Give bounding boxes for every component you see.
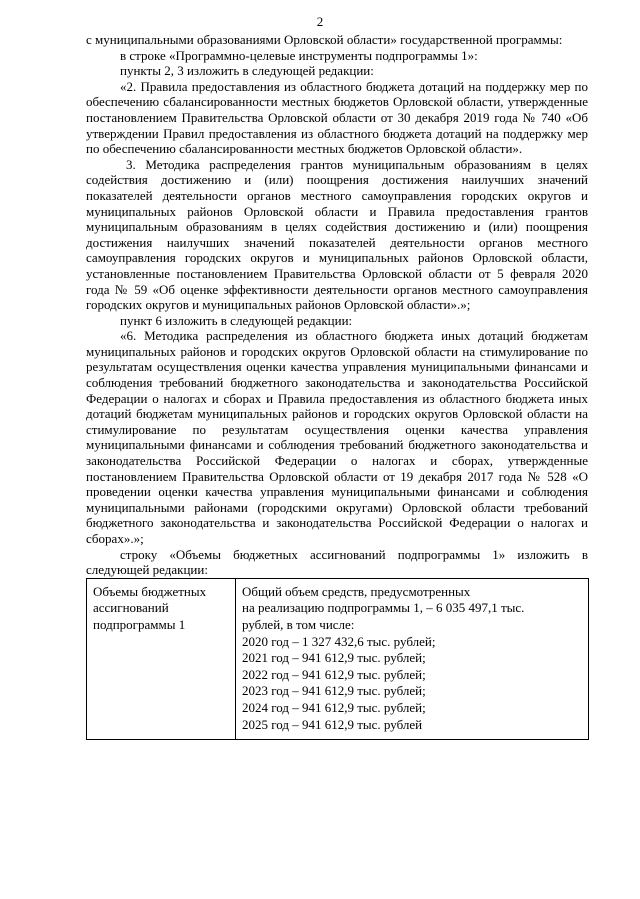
- table-line: 2025 год – 941 612,9 тыс. рублей: [242, 716, 423, 732]
- table-line: 2022 год – 941 612,9 тыс. рублей;: [242, 666, 426, 682]
- paragraph-continuation: с муниципальными образованиями Орловской области» государственной программы:: [86, 32, 563, 47]
- table-line: 2024 год – 941 612,9 тыс. рублей;: [242, 699, 426, 715]
- paragraph-row-instruction: строку «Объемы бюджетных ассигнований подпрограммы 1» изложить в следующей редакции:: [86, 546, 588, 578]
- page-number: 2: [316, 14, 324, 29]
- paragraph-instruction: пункты 2, 3 изложить в следующей редакции:: [120, 63, 374, 79]
- table-row: [87, 578, 589, 739]
- table-line: 2021 год – 941 612,9 тыс. рублей;: [242, 650, 426, 666]
- paragraph-row-reference: в строке «Программно-целевые инструменты подпрограммы 1»:: [120, 47, 478, 63]
- paragraph-item-6: «6. Методика распределения из областного бюджета иных дотаций бюджетам муниципальных районов и городских округов Орловской области на стимулирование по результатам осуществления оценки качества управления муниципальными финансами и соблюдения требований бюджетного законодательства и законодательства Российской Федерации о налогах и сборах и Правила предоставления из областного бюджета иных дотаций бюджетам муниципальных районов и городских округов Орловской области на стимулирование по результатам осуществления оценки качества управления муниципальными финансами и соблюдения требований бюджетного законодательства и законодательства Российской Федерации о налогах и сборах, утвержденные постановлением Правительства Орловской области от 19 декабря 2017 года № 528 «О проведении оценки качества управления муниципальными финансами и соблюдения муниципальными районами (городскими округами) Орловской области требований бюджетного законодательства и законодательства Российской Федерации о налогах и сборах».»;: [86, 328, 588, 546]
- allocation-table: [86, 578, 589, 740]
- paragraph-instruction-6: пункт 6 изложить в следующей редакции:: [120, 312, 353, 328]
- table-line: Общий объем средств, предусмотренных: [242, 583, 471, 599]
- table-cell-values: [236, 578, 589, 739]
- table-line: 2023 год – 941 612,9 тыс. рублей;: [242, 683, 426, 699]
- table-cell-label: Объемы бюджетных ассигнований подпрограммы 1: [87, 578, 236, 739]
- table-line: на реализацию подпрограммы 1, – 6 035 497,1 тыс.: [242, 600, 525, 616]
- paragraph-item-2: «2. Правила предоставления из областного бюджета дотаций на поддержку мер по обеспечению сбалансированности местных бюджетов Орловской области, утвержденные постановлением Правительства Орловской области от 30 декабря 2019 года № 740 «Об утверждении Правил предоставления из областного бюджета дотаций на поддержку мер по обеспечению сбалансированности местных бюджетов Орловской области».: [86, 78, 588, 157]
- table-line: рублей, в том числе:: [242, 616, 355, 632]
- paragraph-item-3: 3. Методика распределения грантов муниципальным образованиям в целях содействия достижению и (или) поощрения достижения наилучших значений показателей деятельности органов местного самоуправления городских округов и муниципальных районов Орловской области и Правила предоставления грантов муниципальным образованиям в целях содействия достижению и (или) поощрения достижения наилучших значений показателей деятельности органов местного самоуправления городских округов и муниципальных районов Орловской области, установленные постановлением Правительства Орловской области от 5 февраля 2020 года № 59 «Об оценке эффективности деятельности органов местного самоуправления городских округов и муниципальных районов Орловской области».»;: [86, 156, 588, 313]
- document-body: [86, 32, 588, 740]
- table-line: 2020 год – 1 327 432,6 тыс. рублей;: [242, 633, 436, 649]
